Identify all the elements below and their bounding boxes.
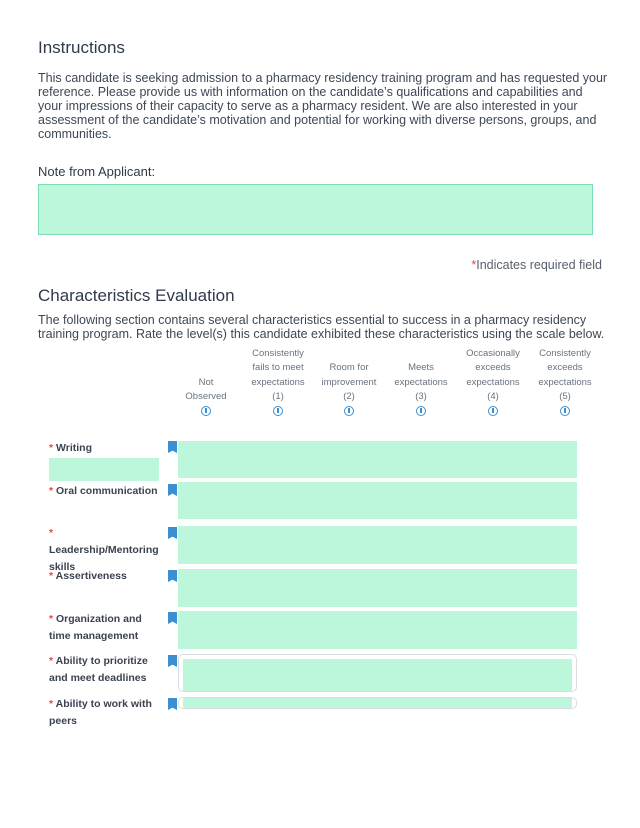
rating-fill	[183, 698, 572, 708]
row-label-text: Organization and time management	[49, 613, 142, 642]
info-icon[interactable]	[344, 406, 354, 416]
scale-line: Consistently	[252, 348, 304, 360]
writing-comment-field[interactable]	[49, 458, 159, 481]
row-label-text: Oral communication	[56, 485, 158, 497]
rating-field-oral-communication[interactable]	[178, 482, 577, 519]
row-label-text: Ability to work with peers	[49, 698, 152, 727]
scale-line: Consistently	[539, 348, 591, 360]
rating-field-organization[interactable]	[178, 611, 577, 649]
scale-line: Occasionally	[466, 348, 520, 360]
bookmark-icon	[168, 698, 177, 710]
required-star: *	[49, 570, 54, 582]
row-label-assertiveness	[49, 568, 161, 585]
scale-line: (2)	[343, 390, 355, 402]
row-label-prioritize	[49, 653, 161, 687]
required-star: *	[49, 698, 54, 710]
required-star: *	[49, 613, 54, 625]
bookmark-icon	[168, 484, 177, 496]
applicant-note-field[interactable]	[38, 184, 593, 235]
rating-fill	[183, 659, 572, 691]
bookmark-icon	[168, 441, 177, 453]
scale-line: improvement	[321, 376, 377, 388]
row-label-text: Leadership/Mentoring skills	[49, 544, 159, 573]
rating-field-work-with-peers[interactable]	[178, 697, 577, 709]
required-field-note	[471, 258, 602, 272]
scale-line: expectations	[251, 376, 305, 388]
scale-3	[383, 348, 459, 421]
required-star: *	[471, 258, 477, 272]
row-label-text: Ability to prioritize and meet deadlines	[49, 655, 148, 684]
info-icon[interactable]	[488, 406, 498, 416]
info-icon[interactable]	[273, 406, 283, 416]
scale-line: exceeds	[475, 362, 511, 374]
required-star: *	[49, 485, 54, 497]
scale-line: (3)	[415, 390, 427, 402]
info-icon[interactable]	[416, 406, 426, 416]
required-star: *	[49, 442, 54, 454]
scale-line: Meets	[408, 362, 434, 374]
row-label-oral-communication	[49, 483, 161, 500]
scale-line: expectations	[394, 376, 448, 388]
required-star: *	[49, 527, 54, 539]
scale-line: Room for	[329, 362, 369, 374]
note-label: Note from Applicant:	[38, 164, 156, 179]
rating-field-assertiveness[interactable]	[178, 569, 577, 607]
required-star: *	[49, 655, 54, 667]
scale-line: (1)	[272, 390, 284, 402]
row-label-writing	[49, 440, 161, 457]
scale-line: fails to meet	[252, 362, 304, 374]
bookmark-icon	[168, 527, 177, 539]
bookmark-icon	[168, 570, 177, 582]
required-text: Indicates required field	[476, 258, 602, 272]
row-label-organization	[49, 611, 161, 645]
bookmark-icon	[168, 612, 177, 624]
row-label-text: Assertiveness	[55, 570, 127, 582]
evaluation-body: The following section contains several characteristics essential to success in a pharmacy residency training program. Rate the level(s) this candidate exhibited these characteristics using the scale below.	[38, 313, 605, 341]
row-label-text: Writing	[56, 442, 92, 454]
scale-line: exceeds	[547, 362, 583, 374]
scale-not-observed	[168, 348, 244, 421]
rating-field-prioritize[interactable]	[178, 654, 577, 692]
instructions-body: This candidate is seeking admission to a pharmacy residency training program and has requested your reference. Please provide us with information on the candidate’s qualifications and capabilities and your impressions of their capacity to serve as a pharmacy resident. We are also interested in your assessment of the candidate’s motivation and potential for working with diverse persons, groups, and communities.	[38, 71, 608, 141]
rating-field-writing[interactable]	[178, 441, 577, 478]
scale-2	[311, 348, 387, 421]
info-icon[interactable]	[201, 406, 211, 416]
scale-line: (5)	[559, 390, 571, 402]
scale-1	[240, 348, 316, 421]
scale-line: Observed	[185, 390, 227, 402]
rating-field-leadership[interactable]	[178, 526, 577, 564]
instructions-title: Instructions	[38, 38, 125, 57]
scale-line: expectations	[538, 376, 592, 388]
row-label-work-with-peers	[49, 696, 161, 730]
scale-5	[527, 348, 603, 421]
scale-line: (4)	[487, 390, 499, 402]
info-icon[interactable]	[560, 406, 570, 416]
evaluation-title: Characteristics Evaluation	[38, 286, 235, 305]
bookmark-icon	[168, 655, 177, 667]
scale-line: expectations	[466, 376, 520, 388]
scale-4	[455, 348, 531, 421]
scale-line: Not	[198, 376, 214, 388]
